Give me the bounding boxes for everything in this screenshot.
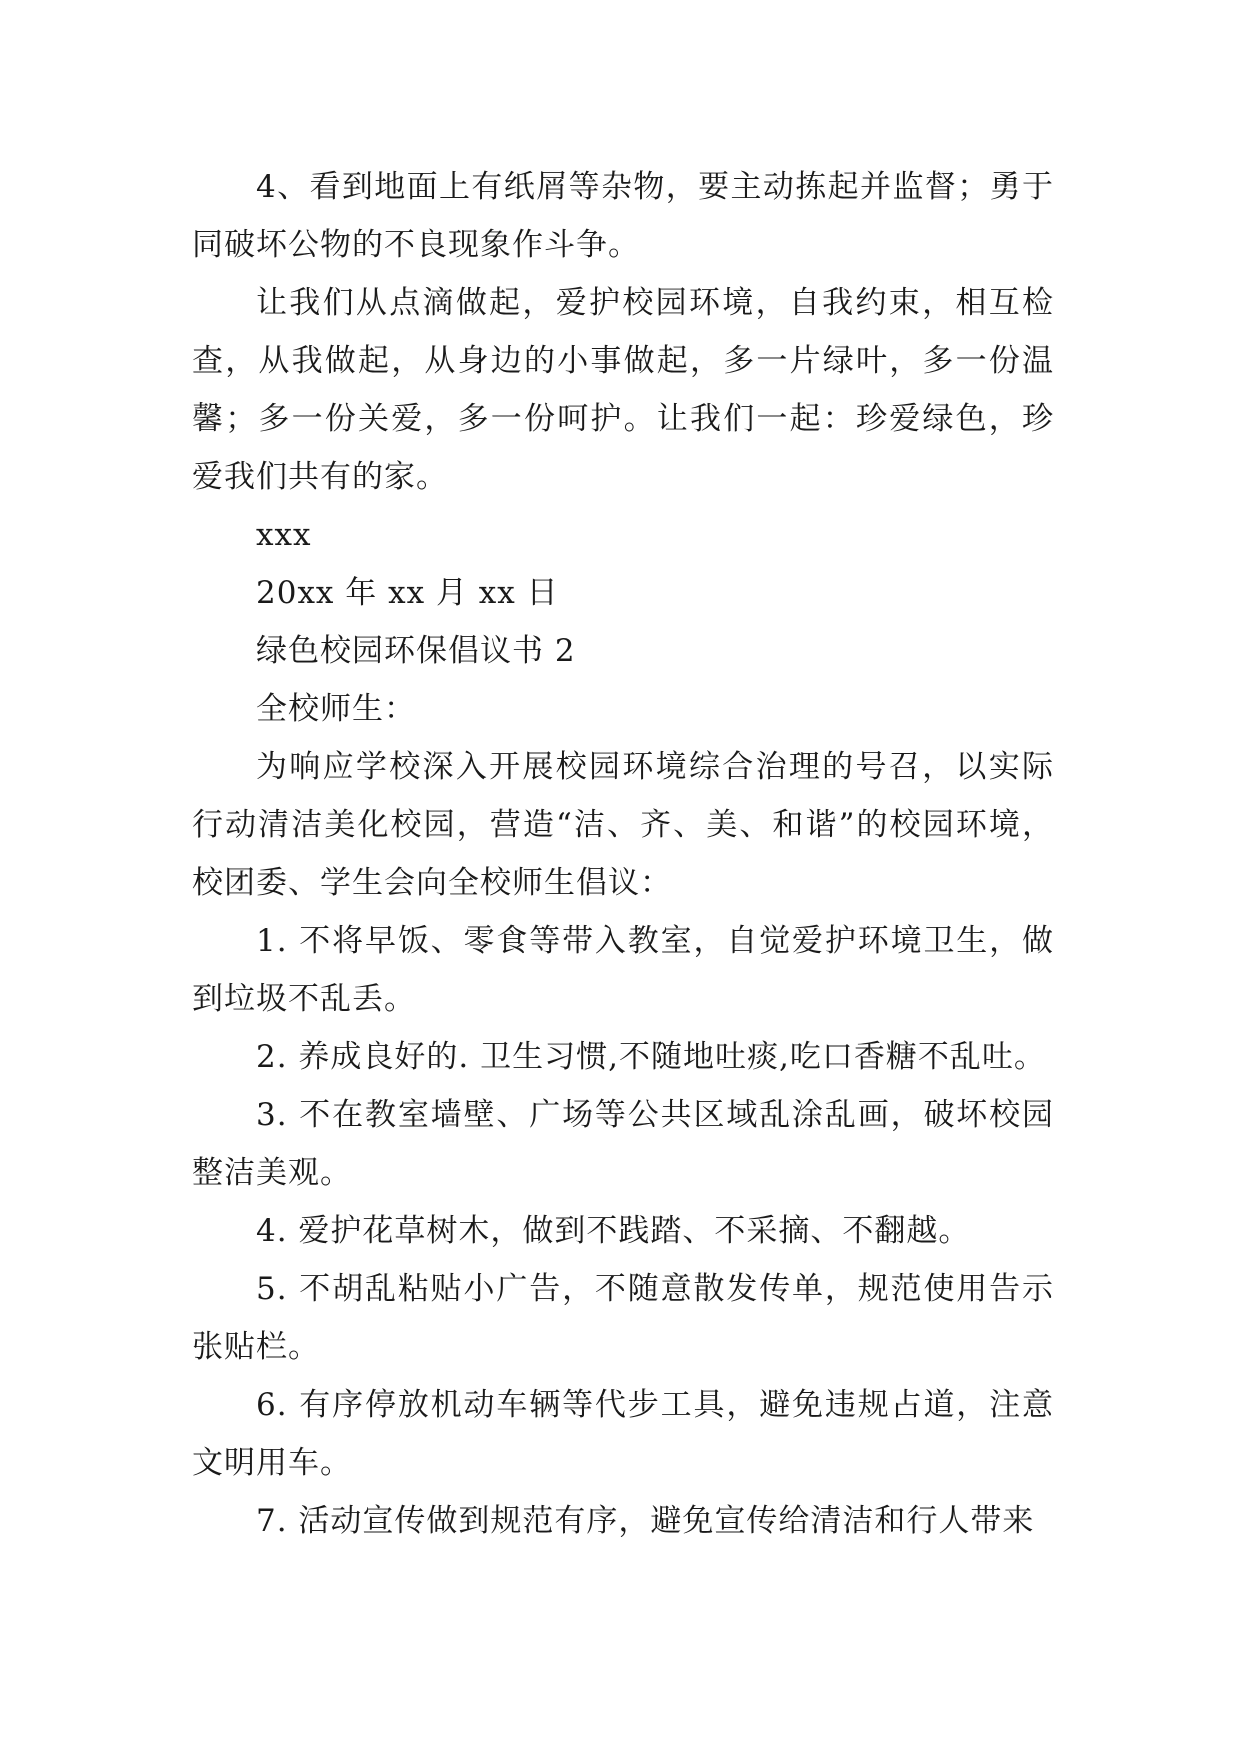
document-body — [192, 158, 1054, 1550]
proposal-item-7: 7. 活动宣传做到规范有序，避免宣传给清洁和行人带来 — [256, 1503, 1035, 1539]
signature: xxx — [256, 517, 312, 553]
salutation: 全校师生： — [256, 691, 416, 727]
proposal-item-1: 1. 不将早饭、零食等带入教室，自觉爱护环境卫生，做到垃圾不乱丢。 — [192, 923, 1054, 1017]
closing-appeal-paragraph: 让我们从点滴做起，爱护校园环境，自我约束，相互检查，从我做起，从身边的小事做起，多一片绿叶，多一份温馨；多一份关爱，多一份呵护。让我们一起：珍爱绿色，珍爱我们共有的家。 — [192, 285, 1054, 495]
proposal-item-5: 5. 不胡乱粘贴小广告，不随意散发传单，规范使用告示张贴栏。 — [192, 1271, 1054, 1365]
proposal-item-6: 6. 有序停放机动车辆等代步工具，避免违规占道，注意文明用车。 — [192, 1387, 1054, 1481]
section-title: 绿色校园环保倡议书 2 — [256, 633, 576, 669]
date-line: 20xx 年 xx 月 xx 日 — [256, 575, 559, 611]
item-4-paper-scraps: 4、看到地面上有纸屑等杂物，要主动拣起并监督；勇于同破坏公物的不良现象作斗争。 — [192, 169, 1054, 263]
proposal-item-3: 3. 不在教室墙壁、广场等公共区域乱涂乱画，破坏校园整洁美观。 — [192, 1097, 1054, 1191]
intro-paragraph: 为响应学校深入开展校园环境综合治理的号召，以实际行动清洁美化校园，营造“洁、齐、美、和谐”的校园环境，校团委、学生会向全校师生倡议： — [192, 749, 1054, 901]
proposal-item-4: 4. 爱护花草树木，做到不践踏、不采摘、不翻越。 — [256, 1213, 971, 1249]
proposal-item-2: 2. 养成良好的. 卫生习惯,不随地吐痰,吃口香糖不乱吐。 — [256, 1039, 1046, 1075]
